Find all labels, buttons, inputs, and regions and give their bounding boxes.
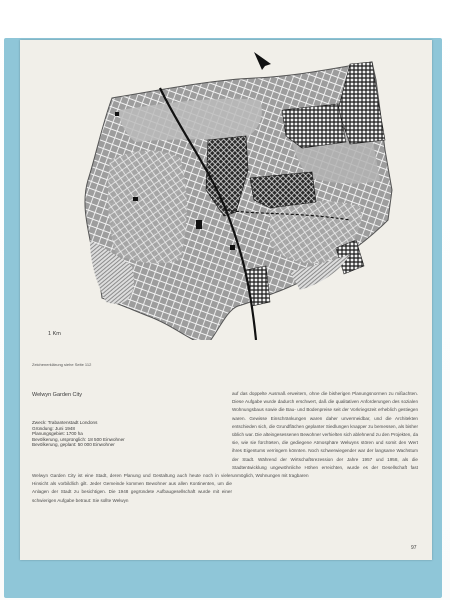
fact-item: Planungsgebiet: 1700 ha	[32, 431, 83, 436]
scale-label: 1 Km	[48, 331, 61, 337]
fact-item: Bevölkerung, ursprünglich: 18 500 Einwohner	[32, 436, 125, 442]
map-feature	[230, 245, 235, 250]
section-heading: Welwyn Garden City	[32, 392, 83, 398]
page-number: 97	[411, 545, 417, 551]
fact-list	[32, 420, 125, 448]
body-text-right: auf das doppelte Ausmaß erweitern, ohne die bisherigen Planungsnormen zu mißachten. Diese Aufgabe wurde dadurch erschwert, daß die qualitativen Anforderungen des sozialen Wohnungsbaus sowie die Bau- und Bodenpreise seit der Vorkriegszeit erheblich gestiegen waren. Gewisse Einschränkungen waren daher unvermeidbar, und die Architekten entschieden sich, die Grundflächen geplanter Siedlungen knapper zu bemessen, als bisher üblich war. Die alteingesessenen Bewohner verhielten sich ablehnend zu den Projekten, da sie, wie sie fürchteten, die gediegene Atmosphäre Welwyns stören und somit den Wert ihres Eigentums verringern könnten. Noch schwerwiegender war der langsame Wachstum der Stadt. Während der Wirtschaftsrezession der Jahre 1957 und 1958, als die Stadtentwicklung ungewöhnliche Höhen erreichten, wurde es der Gesellschaft fast unmöglich, Wohnungen mit tragbaren	[232, 391, 418, 479]
fact-item: Zweck: Trabantenstadt Londons	[32, 420, 98, 425]
body-text-left: Welwyn Garden City ist eine Stadt, deren Planung und Gestaltung auch heute noch in vieler Hinsicht als vorbildlich gilt. Jeder Gemeinde kommen Bewohner aus allen Kontinenten, um die Anlagen der Stadt zu besichtigen. Die 1948 gegründete Aufbaugesellschaft wurde mit einer schwierigen Aufgabe betraut: Sie sollte Welwyn	[32, 473, 232, 503]
map-feature	[115, 112, 119, 116]
map-feature	[196, 220, 202, 229]
book-page	[20, 40, 432, 560]
north-arrow-icon	[254, 52, 271, 70]
industrial-central	[250, 172, 316, 208]
fact-item: Gründung: Juni 1948	[32, 425, 75, 431]
map-feature	[133, 197, 138, 201]
map-legend-note: Zeichenerklärung siehe Seite 112	[32, 362, 92, 367]
west-neighbourhood	[108, 151, 187, 264]
town-plan-map	[20, 40, 432, 340]
fact-item: Bevölkerung, geplant: 50 000 Einwohner	[32, 442, 115, 447]
